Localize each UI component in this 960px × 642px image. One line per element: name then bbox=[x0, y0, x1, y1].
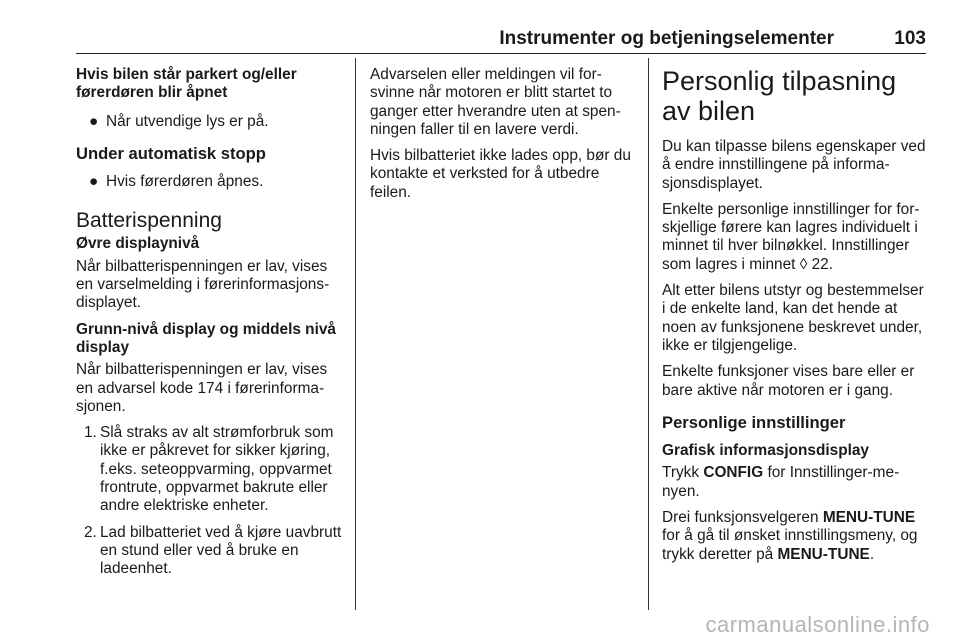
heading-battery: Batterispenning bbox=[76, 209, 222, 233]
paragraph-upper: Når bilbatterispenningen er lav, vises en varselmelding i førerinformasjonsdisplayet. bbox=[76, 257, 330, 312]
list-item: 2. Lad bilbatteriet ved å kjøre uavbrutt en stund eller ved å bruke en ladeenhet. bbox=[84, 523, 342, 578]
heading-personal-settings: Personlige innstillinger bbox=[662, 412, 846, 432]
paragraph-workshop: Hvis bilbatteriet ikke lades opp, bør du kontakte et verksted for å utbedre feilen. bbox=[370, 147, 631, 201]
list-item: ● Hvis førerdøren åpnes. bbox=[89, 173, 264, 191]
watermark: carmanualsonline.info bbox=[705, 612, 930, 637]
section-title: Personlig tilpasning av bilen bbox=[662, 66, 897, 126]
header-rule bbox=[76, 53, 926, 54]
paragraph-config: Trykk CONFIG for Innstillinger-menyen. bbox=[662, 464, 900, 500]
column-divider-1 bbox=[355, 58, 356, 610]
list-item: 1. Slå straks av alt strømforbruk som ikke er påkrevet for sikker kjøring, f.eks. seteoppvarming, oppvarmet frontrute, oppvarmet bakrute eller andre elektriske enheter. bbox=[84, 424, 334, 515]
column-divider-2 bbox=[648, 58, 649, 610]
heading-upper-display: Øvre displaynivå bbox=[76, 235, 200, 253]
paragraph-availability: Alt etter bilens utstyr og bestemmelser i de enkelte land, kan det hende at noen av funksjonene beskrevet under, ikke er tilgjengelige. bbox=[662, 282, 924, 354]
paragraph-memory: Enkelte personlige innstillinger for forskjellige førere kan lagres individuelt i minnet til hver bilnøkkel. Innstillinger som lagres i minnet ◊ 22. bbox=[662, 200, 920, 273]
paragraph-menu-tune: Drei funksjonsvelgeren MENU-TUNE for å gå til ønsket innstillingsmeny, og trykk deretter på MENU-TUNE. bbox=[662, 509, 918, 563]
column-1 bbox=[76, 66, 344, 587]
paragraph-warning: Advarselen eller meldingen vil forsvinne når motoren er blitt startet to ganger etter hverandre uten at spenningen faller til en lavere verdi. bbox=[370, 66, 621, 138]
chapter-title: Instrumenter og betjeningselementer bbox=[499, 28, 834, 49]
page-number: 103 bbox=[894, 28, 926, 49]
bullet-icon: ● bbox=[89, 112, 99, 130]
heading-autostop: Under automatisk stopp bbox=[76, 143, 266, 163]
page-header bbox=[76, 28, 926, 52]
heading-basic-display: Grunn-nivå display og middels nivå display bbox=[76, 320, 336, 356]
paragraph-engine: Enkelte funksjoner vises bare eller er bare aktive når motoren er i gang. bbox=[662, 363, 915, 399]
heading-parked: Hvis bilen står parkert og/eller førerdøren blir åpnet bbox=[76, 66, 297, 102]
bullet-icon: ● bbox=[89, 173, 99, 191]
column-2 bbox=[370, 66, 638, 210]
list-item: ● Når utvendige lys er på. bbox=[89, 112, 269, 130]
paragraph-intro: Du kan tilpasse bilens egenskaper ved å endre innstillingene på informasjonsdisplayet. bbox=[662, 138, 926, 192]
heading-graphic-display: Grafisk informasjonsdisplay bbox=[662, 442, 869, 460]
paragraph-basic: Når bilbatterispenningen er lav, vises en advarsel kode 174 i førerinformasjonen. bbox=[76, 361, 328, 415]
column-3 bbox=[662, 66, 928, 572]
